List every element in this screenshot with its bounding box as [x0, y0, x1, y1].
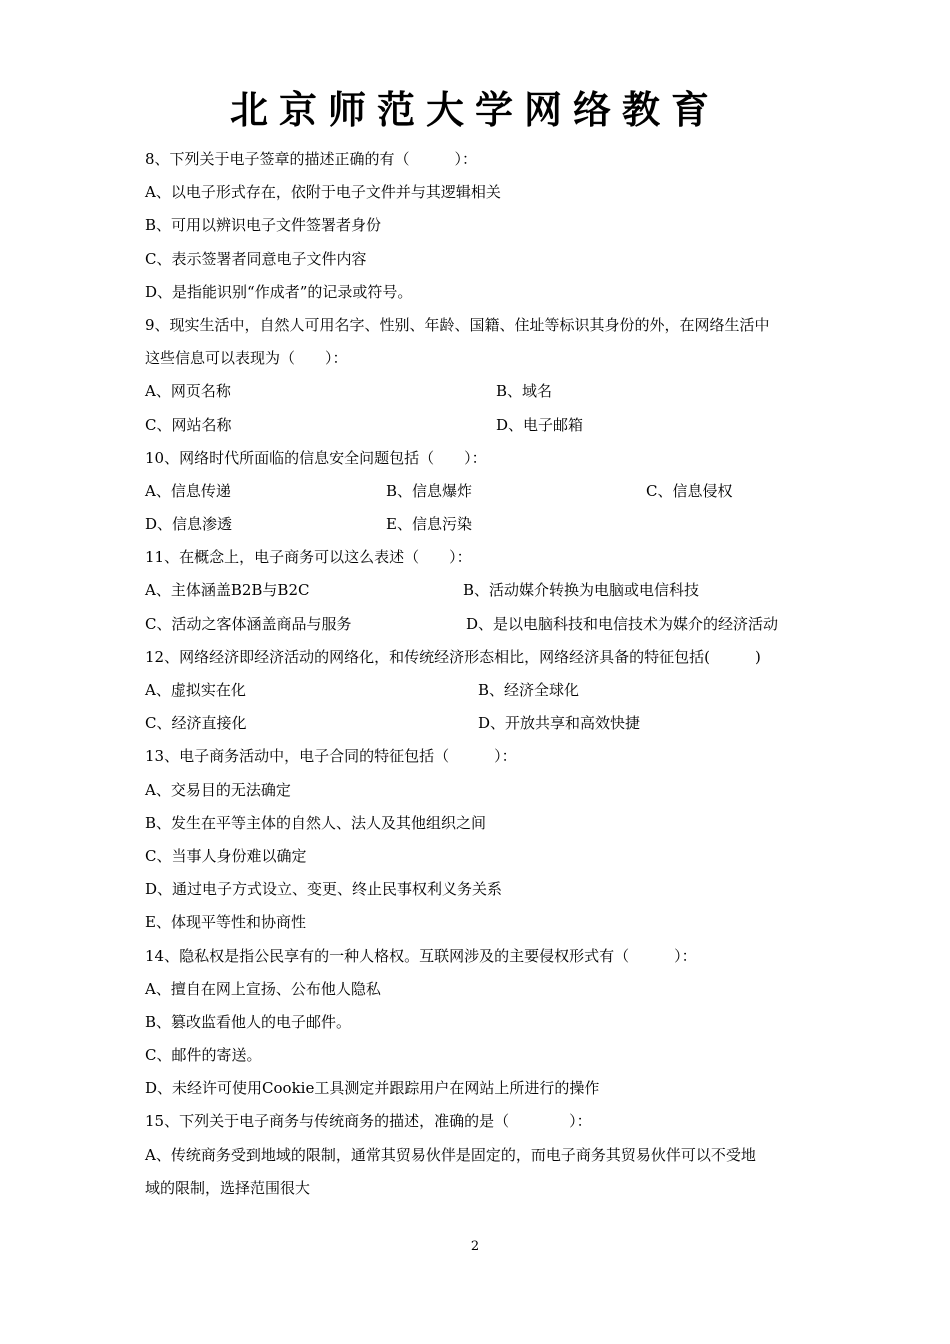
question-10-option-d: D、信息渗透 [145, 515, 233, 534]
question-8-option-b: B、可用以辨识电子文件签署者身份 [145, 216, 382, 235]
question-9-options-row2 [145, 409, 815, 442]
question-10-option-b: B、信息爆炸 [386, 481, 473, 500]
question-11-option-d: D、是以电脑科技和电信技术为媒介的经济活动 [466, 614, 779, 633]
question-8-option-a: A、以电子形式存在，依附于电子文件并与其逻辑相关 [145, 183, 501, 202]
question-11-option-b: B、活动媒介转换为电脑或电信科技 [463, 581, 700, 600]
question-13-option-e: E、体现平等性和协商性 [145, 913, 306, 932]
question-9-option-a: A、网页名称 [145, 382, 231, 401]
question-10-options-row2 [145, 508, 815, 541]
question-14-option-c: C、邮件的寄送。 [145, 1046, 262, 1065]
question-9-stem-line1: 9、现实生活中，自然人可用名字、性别、年龄、国籍、住址等标识其身份的外，在网络生活中 [145, 315, 770, 334]
question-10-option-a: A、信息传递 [145, 481, 231, 500]
question-12-option-a: A、虚拟实在化 [145, 681, 246, 699]
question-13-stem: 13、电子商务活动中，电子合同的特征包括（ ）： [145, 747, 517, 766]
question-11-option-a: A、主体涵盖B2B与B2C [145, 581, 310, 600]
question-8-stem: 8、下列关于电子签章的描述正确的有（ ）： [145, 150, 478, 168]
question-15-stem: 15、下列关于电子商务与传统商务的描述，准确的是（ ）： [145, 1112, 592, 1131]
question-11-options-row1 [145, 574, 815, 607]
question-13-option-d: D、通过电子方式设立、变更、终止民事权利义务关系 [145, 880, 503, 899]
question-12-stem: 12、网络经济即经济活动的网络化，和传统经济形态相比，网络经济具备的特征包括( ) [145, 647, 761, 666]
page-header: 北京师范大学网络教育 [229, 88, 720, 132]
question-13-option-c: C、当事人身份难以确定 [145, 846, 307, 865]
question-8-option-c: C、表示签署者同意电子文件内容 [145, 249, 367, 268]
question-12-option-d: D、开放共享和高效快捷 [478, 714, 641, 733]
question-10-stem: 10、网络时代所面临的信息安全问题包括（ ）： [145, 448, 487, 467]
question-15-option-a-line1: A、传统商务受到地域的限制，通常其贸易伙伴是固定的，而电子商务其贸易伙伴可以不受地 [145, 1145, 756, 1164]
question-12-options-row2 [145, 707, 815, 740]
question-9-stem-line2: 这些信息可以表现为（ ）： [145, 349, 348, 368]
question-13-option-b: B、发生在平等主体的自然人、法人及其他组织之间 [145, 813, 487, 832]
question-14-stem: 14、隐私权是指公民享有的一种人格权。互联网涉及的主要侵权形式有（ ）： [145, 946, 697, 965]
question-11-stem: 11、在概念上，电子商务可以这么表述（ ）： [145, 548, 472, 567]
question-14-option-d: D、未经许可使用Cookie工具测定并跟踪用户在网站上所进行的操作 [145, 1079, 600, 1098]
question-12-option-b: B、经济全球化 [478, 681, 580, 699]
question-10-options-row1 [145, 475, 815, 508]
question-10-option-c: C、信息侵权 [646, 481, 733, 500]
document-body [145, 143, 815, 1205]
question-9-option-d: D、电子邮箱 [496, 415, 584, 434]
question-9-options-row1 [145, 375, 815, 408]
question-9-option-b: B、域名 [496, 382, 553, 401]
page-number: 2 [470, 1239, 480, 1254]
question-15-option-a-line2: 域的限制，选择范围很大 [145, 1178, 311, 1197]
question-14-option-b: B、篡改监看他人的电子邮件。 [145, 1012, 352, 1031]
question-10-option-e: E、信息污染 [386, 515, 472, 534]
question-12-option-c: C、经济直接化 [145, 714, 247, 733]
question-9-option-c: C、网站名称 [145, 415, 232, 434]
question-8-option-d: D、是指能识别“作成者”的记录或符号。 [145, 282, 413, 301]
question-14-option-a: A、擅自在网上宣扬、公布他人隐私 [145, 979, 381, 998]
question-13-option-a: A、交易目的无法确定 [145, 780, 291, 799]
question-11-options-row2 [145, 608, 815, 641]
question-11-option-c: C、活动之客体涵盖商品与服务 [145, 614, 352, 633]
question-12-options-row1 [145, 674, 815, 707]
